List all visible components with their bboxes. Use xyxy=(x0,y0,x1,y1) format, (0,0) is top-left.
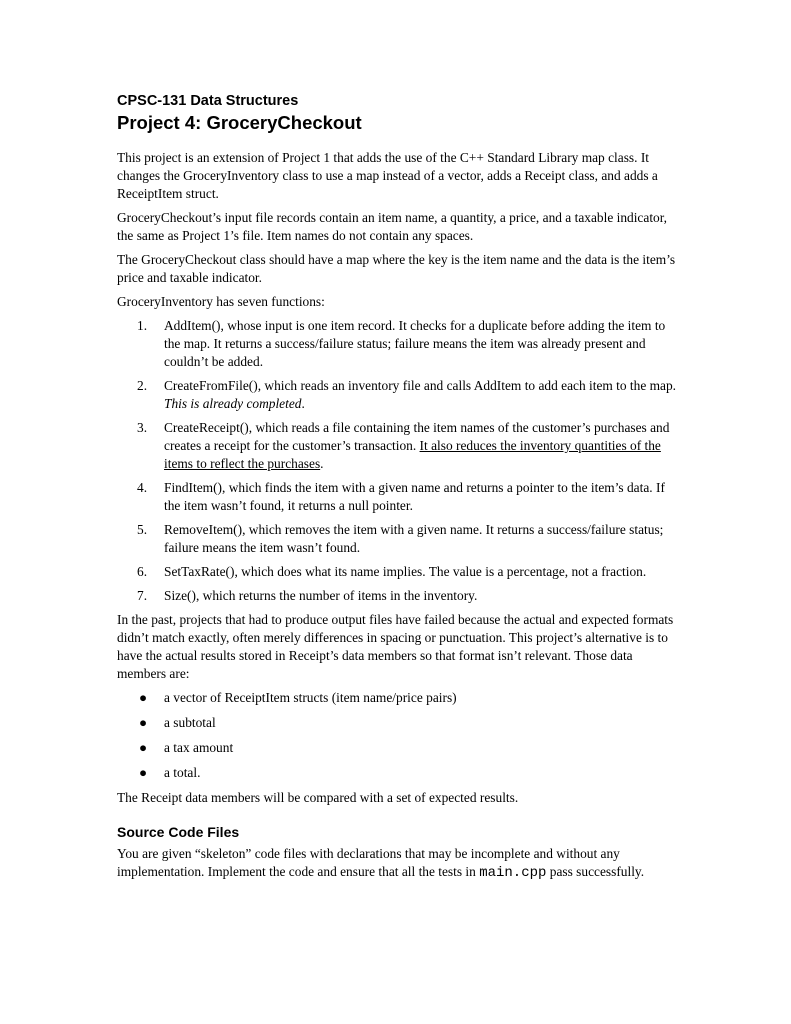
bullet-icon: ● xyxy=(139,715,148,730)
list-item-text: RemoveItem(), which removes the item with a given name. It returns a success/failure status; failure means the item wasn’t found. xyxy=(164,522,664,555)
source-text-2: pass successfully. xyxy=(546,864,645,879)
list-number: 3. xyxy=(137,420,148,435)
list-number: 6. xyxy=(137,564,148,579)
list-number: 5. xyxy=(137,522,148,537)
list-item-text: CreateReceipt(), which reads a file containing the item names of the customer’s purchases and creates a receipt for the customer’s transaction. xyxy=(164,420,670,453)
intro-paragraph-1: This project is an extension of Project 1 that adds the use of the C++ Standard Library map class. It changes the GroceryInventory class to use a map instead of a vector, adds a Receipt class, and adds a ReceiptItem struct. xyxy=(117,150,658,201)
list-item xyxy=(117,689,677,707)
section-heading-source-code: Source Code Files xyxy=(117,824,240,840)
underlined-text: It also reduces the inventory quantities of the items to reflect the purchases xyxy=(164,438,661,471)
list-item xyxy=(117,377,677,413)
list-item-text: Size(), which returns the number of items in the inventory. xyxy=(164,588,478,603)
list-item-tail: . xyxy=(301,396,305,411)
project-title: Project 4: GroceryCheckout xyxy=(117,112,362,133)
list-item xyxy=(117,419,677,473)
list-item xyxy=(117,521,677,557)
compare-paragraph: The Receipt data members will be compared with a set of expected results. xyxy=(117,790,519,805)
list-item xyxy=(117,563,677,581)
list-number: 2. xyxy=(137,378,148,393)
emphasis-text: This is already completed xyxy=(164,396,302,411)
source-text-1: You are given “skeleton” code files with declarations that may be incomplete and without any implementation. Implement the code and ensure that all the tests in xyxy=(117,846,620,879)
list-number: 7. xyxy=(137,588,148,603)
list-item xyxy=(117,587,677,605)
intro-paragraph-2: GroceryCheckout’s input file records contain an item name, a quantity, a price, and a taxable indicator, the same as Project 1’s file. Item names do not contain any spaces. xyxy=(117,210,668,243)
past-paragraph: In the past, projects that had to produce output files have failed because the actual and expected formats didn’t match exactly, often merely differences in spacing or punctuation. This project’s alternative is to have the actual results stored in Receipt’s data members so that format isn’t relevant. Those data members are: xyxy=(117,612,674,681)
list-item-tail: . xyxy=(320,456,324,471)
list-number: 1. xyxy=(137,318,148,333)
list-item-text: SetTaxRate(), which does what its name implies. The value is a percentage, not a fraction. xyxy=(164,564,647,579)
list-item-text: a tax amount xyxy=(164,740,234,755)
data-members-list xyxy=(117,689,677,782)
list-item xyxy=(117,714,677,732)
bullet-icon: ● xyxy=(139,765,148,780)
intro-paragraph-3: The GroceryCheckout class should have a map where the key is the item name and the data is the item’s price and taxable indicator. xyxy=(117,252,676,285)
list-item-text: a total. xyxy=(164,765,201,780)
code-filename: main.cpp xyxy=(479,865,547,881)
bullet-icon: ● xyxy=(139,740,148,755)
list-item-text: AddItem(), whose input is one item record. It checks for a duplicate before adding the item to the map. It returns a success/failure status; failure means the item was already present and couldn’t be added. xyxy=(164,318,666,369)
intro-paragraph-4: GroceryInventory has seven functions: xyxy=(117,294,325,309)
functions-list xyxy=(117,317,677,605)
list-item xyxy=(117,479,677,515)
list-item xyxy=(117,317,677,371)
source-paragraph xyxy=(117,845,677,882)
list-item-text: a subtotal xyxy=(164,715,216,730)
list-item-text: FindItem(), which finds the item with a given name and returns a pointer to the item’s data. If the item wasn’t found, it returns a null pointer. xyxy=(164,480,665,513)
list-item-text: a vector of ReceiptItem structs (item name/price pairs) xyxy=(164,690,457,705)
list-item xyxy=(117,739,677,757)
list-number: 4. xyxy=(137,480,148,495)
course-heading: CPSC-131 Data Structures xyxy=(117,93,299,109)
list-item-text: CreateFromFile(), which reads an inventory file and calls AddItem to add each item to the map. xyxy=(164,378,677,393)
bullet-icon: ● xyxy=(139,690,148,705)
document-content xyxy=(117,92,677,888)
list-item xyxy=(117,764,677,782)
